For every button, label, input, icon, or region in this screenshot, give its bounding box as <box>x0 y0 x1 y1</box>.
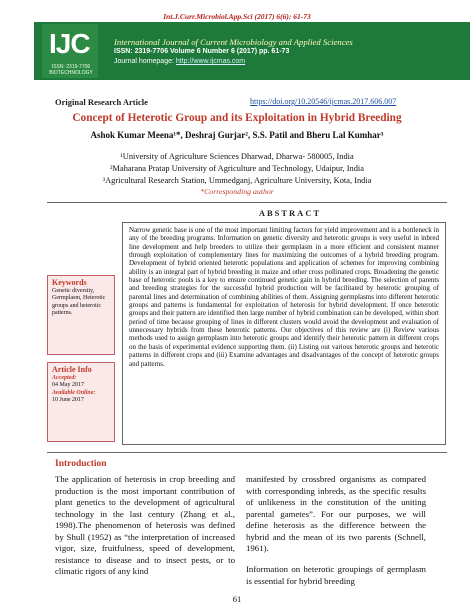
corresponding-author: *Corresponding author <box>200 187 274 196</box>
issn-line: ISSN: 2319-7706 Volume 6 Number 6 (2017) pp. 61-73 <box>114 48 290 55</box>
abstract-body: Narrow genetic base is one of the most important limiting factors for yield improvement and is a bottleneck in any of the breeding programs. Information on genetic diversity and heterotic groups is very useful in inbred line development and help breeders to utilize their germplasm in a more efficient and consistent manner through exploitation of complementary lines for maximizing the outcomes of a hybrid breeding program. Development of hybrid oriented heterotic populations and application of schemes for improving combining ability is an integral part of hybrid breeding in maize and other cross pollinated crops. Broadening the genetic base of heterotic pools is a key to ensure continued genetic gain in hybrid breeding. The selection of parents and breeding strategies for the successful hybrid production will be facilitated by heterotic grouping of parental lines and determination of combining abilities of them. Assigning germplasms into different heterotic groups and patterns is fundamental for exploitation of heterosis for hybrid development. If once heterotic groups and their pattern are identified then large number of hybrid combination can be developed, within short period of time because grouping of lines in different clusters would avoid the development and evaluation of unnecessary hybrids from these heterotic patterns. Our objectives of this review are (i) Review various methods used to assign germplasm into heterotic groups and identify their heterotic pattern in different crops on the basis of experimental evidence supporting them. (ii) Listing out various heterotic groups and heterotic patterns in different crops and (iii) Examine advantages and disadvantages of the concept of heterotic groups and patterns. <box>122 222 446 445</box>
doi-link[interactable]: https://doi.org/10.20546/ijcmas.2017.606.007 <box>250 97 397 106</box>
logo-box <box>42 24 98 78</box>
logo-subtext: ISSN: 2319-7706 BIOTECHNOLOGY <box>49 64 93 76</box>
page-number: 61 <box>232 594 242 604</box>
affiliation-1: ¹University of Agriculture Sciences Dharwad, Dharwa- 580005, India <box>120 152 354 161</box>
homepage-label: Journal homepage: <box>114 58 176 65</box>
intro-right-column: manifested by crossbred organisms as compared with corresponding inbreds, as the specific results of unlikeness in the constitution of the uniting parental gametes”. For our purposes, we will define heterosis as the difference between the hybrid and the mean of its two parents (Schnell, 1961). <box>246 474 426 553</box>
abstract-heading: ABSTRACT <box>258 208 322 218</box>
affiliation-2: ²Maharana Pratap University of Agriculture and Technology, Udaipur, India <box>110 164 364 173</box>
available-label: Available Online: <box>52 389 96 396</box>
intro-right-column-continued: Information on heterotic groupings of germplasm is essential for hybrid breeding <box>246 564 426 586</box>
author-list: Ashok Kumar Meena¹*, Deshraj Gurjar², S.S. Patil and Bheru Lal Kumhar³ <box>90 130 384 140</box>
journal-logo <box>42 24 102 78</box>
journal-title: International Journal of Current Microbiology and Applied Sciences <box>114 37 353 47</box>
article-info-box <box>47 362 115 442</box>
available-date: 10 June 2017 <box>52 396 84 403</box>
rule-bottom <box>47 452 447 453</box>
running-head: Int.J.Curr.Microbiol.App.Sci (2017) 6(6): 61-73 <box>163 12 311 21</box>
article-info-heading: Article Info <box>52 365 92 374</box>
keywords-box <box>47 275 115 355</box>
article-info-body <box>48 375 114 407</box>
keywords-list: Genetic diversity, Germplasm, Heterotic groups and heterotic patterns. <box>52 288 106 316</box>
paper-title: Concept of Heterotic Group and its Exploitation in Hybrid Breeding <box>72 112 402 124</box>
keywords-heading: Keywords <box>52 278 87 287</box>
logo-letters: IJC <box>49 28 90 59</box>
homepage-line <box>114 58 245 65</box>
accepted-date: 04 May 2017 <box>52 382 84 389</box>
homepage-link[interactable]: http://www.ijcmas.com <box>175 58 246 65</box>
intro-left-column: The application of heterosis in crop breeding and production is the most important contribution of plant genetics to the development of agricultural technology in the last century (Zhang et al., 1998).The phenomenon of heterosis was defined by Shull (1952) as “the interpretation of increased vigor, size, fruitfulness, speed of development, resistance to disease and to insect pests, or to climatic rigors of any kind <box>55 474 235 576</box>
rule-top <box>47 202 447 203</box>
affiliation-3: ³Agricultural Research Station, Ummedganj, Agriculture University, Kota, India <box>102 176 372 185</box>
article-type: Original Research Article <box>55 97 148 107</box>
accepted-label: Accepted: <box>52 375 77 382</box>
intro-heading: Introduction <box>55 459 107 469</box>
